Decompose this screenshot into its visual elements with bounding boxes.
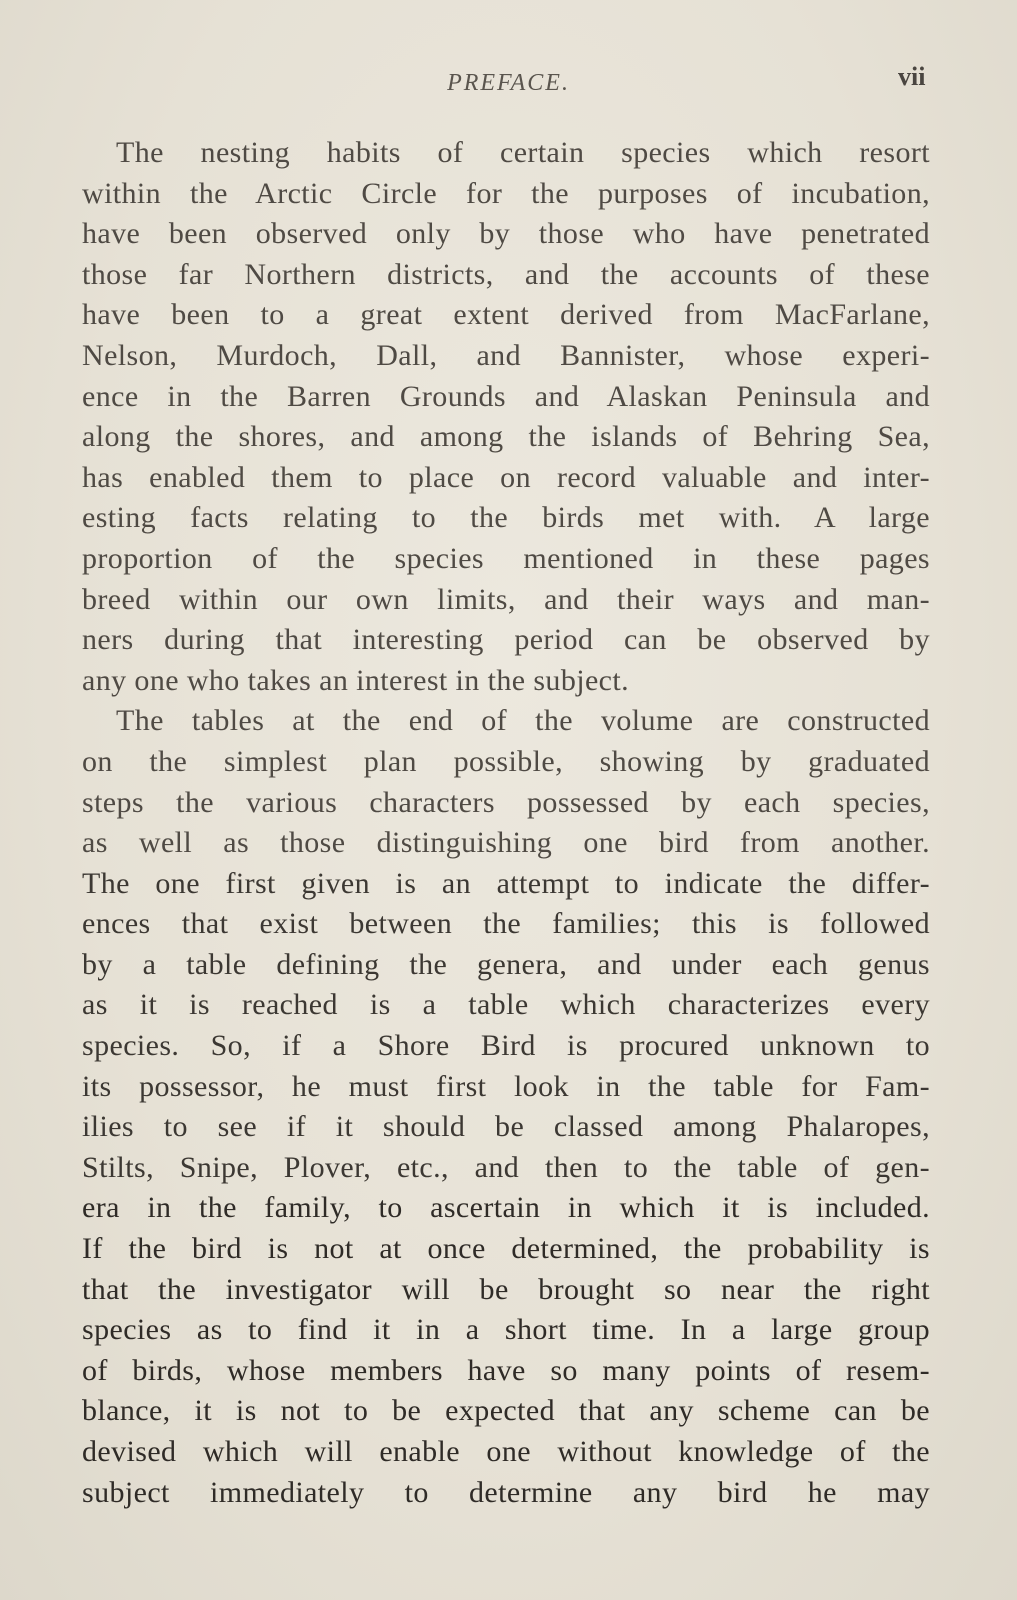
running-head: PREFACE. [447, 70, 570, 96]
text-line: Stilts, Snipe, Plover, etc., and then to the table of gen- [82, 1150, 930, 1184]
text-line: Nelson, Murdoch, Dall, and Bannister, whose experi- [82, 338, 930, 372]
preface-text [82, 133, 930, 1513]
text-line: If the bird is not at once determined, the probability is [82, 1232, 930, 1266]
text-line: along the shores, and among the islands of Behring Sea, [82, 420, 930, 454]
text-line: The nesting habits of certain species which resort [116, 136, 930, 169]
text-line: species as to find it in a short time. In a large group [82, 1313, 930, 1347]
text-line: those far Northern districts, and the accounts of these [82, 257, 930, 291]
text-line: by a table defining the genera, and under each genus [82, 947, 930, 981]
text-line: as it is reached is a table which characterizes every [82, 988, 930, 1022]
text-line: ners during that interesting period can be observed by [82, 623, 930, 657]
text-line: The tables at the end of the volume are constructed [116, 704, 930, 738]
page-number: vii [898, 62, 926, 91]
text-line: esting facts relating to the birds met with. A large [82, 501, 930, 535]
text-line: The one first given is an attempt to indicate the differ- [82, 866, 930, 900]
text-line: have been to a great extent derived from MacFarlane, [82, 298, 930, 332]
text-line: ence in the Barren Grounds and Alaskan Peninsula and [82, 379, 930, 413]
text-line: proportion of the species mentioned in these pages [82, 541, 930, 575]
text-line: of birds, whose members have so many points of resem- [82, 1353, 930, 1387]
text-line: species. So, if a Shore Bird is procured unknown to [82, 1029, 930, 1063]
text-line: blance, it is not to be expected that any scheme can be [82, 1394, 930, 1428]
text-line: breed within our own limits, and their ways and man- [82, 582, 930, 616]
text-line: any one who takes an interest in the subject. [82, 663, 630, 697]
text-line: ences that exist between the families; this is followed [82, 907, 930, 941]
text-line: on the simplest plan possible, showing by graduated [82, 744, 930, 778]
text-line: ilies to see if it should be classed among Phalaropes, [82, 1110, 930, 1144]
text-line: era in the family, to ascertain in which it is included. [82, 1191, 930, 1225]
text-line: have been observed only by those who have penetrated [82, 217, 930, 251]
text-line: subject immediately to determine any bird he may [82, 1475, 930, 1509]
text-line: within the Arctic Circle for the purposes of incubation, [82, 176, 930, 210]
text-line: as well as those distinguishing one bird from another. [82, 826, 930, 860]
text-line: that the investigator will be brought so near the right [82, 1272, 930, 1306]
text-line: steps the various characters possessed by each species, [82, 785, 930, 819]
text-line: devised which will enable one without knowledge of the [82, 1435, 930, 1468]
text-line: has enabled them to place on record valuable and inter- [82, 460, 930, 494]
text-line: its possessor, he must first look in the table for Fam- [82, 1069, 930, 1103]
